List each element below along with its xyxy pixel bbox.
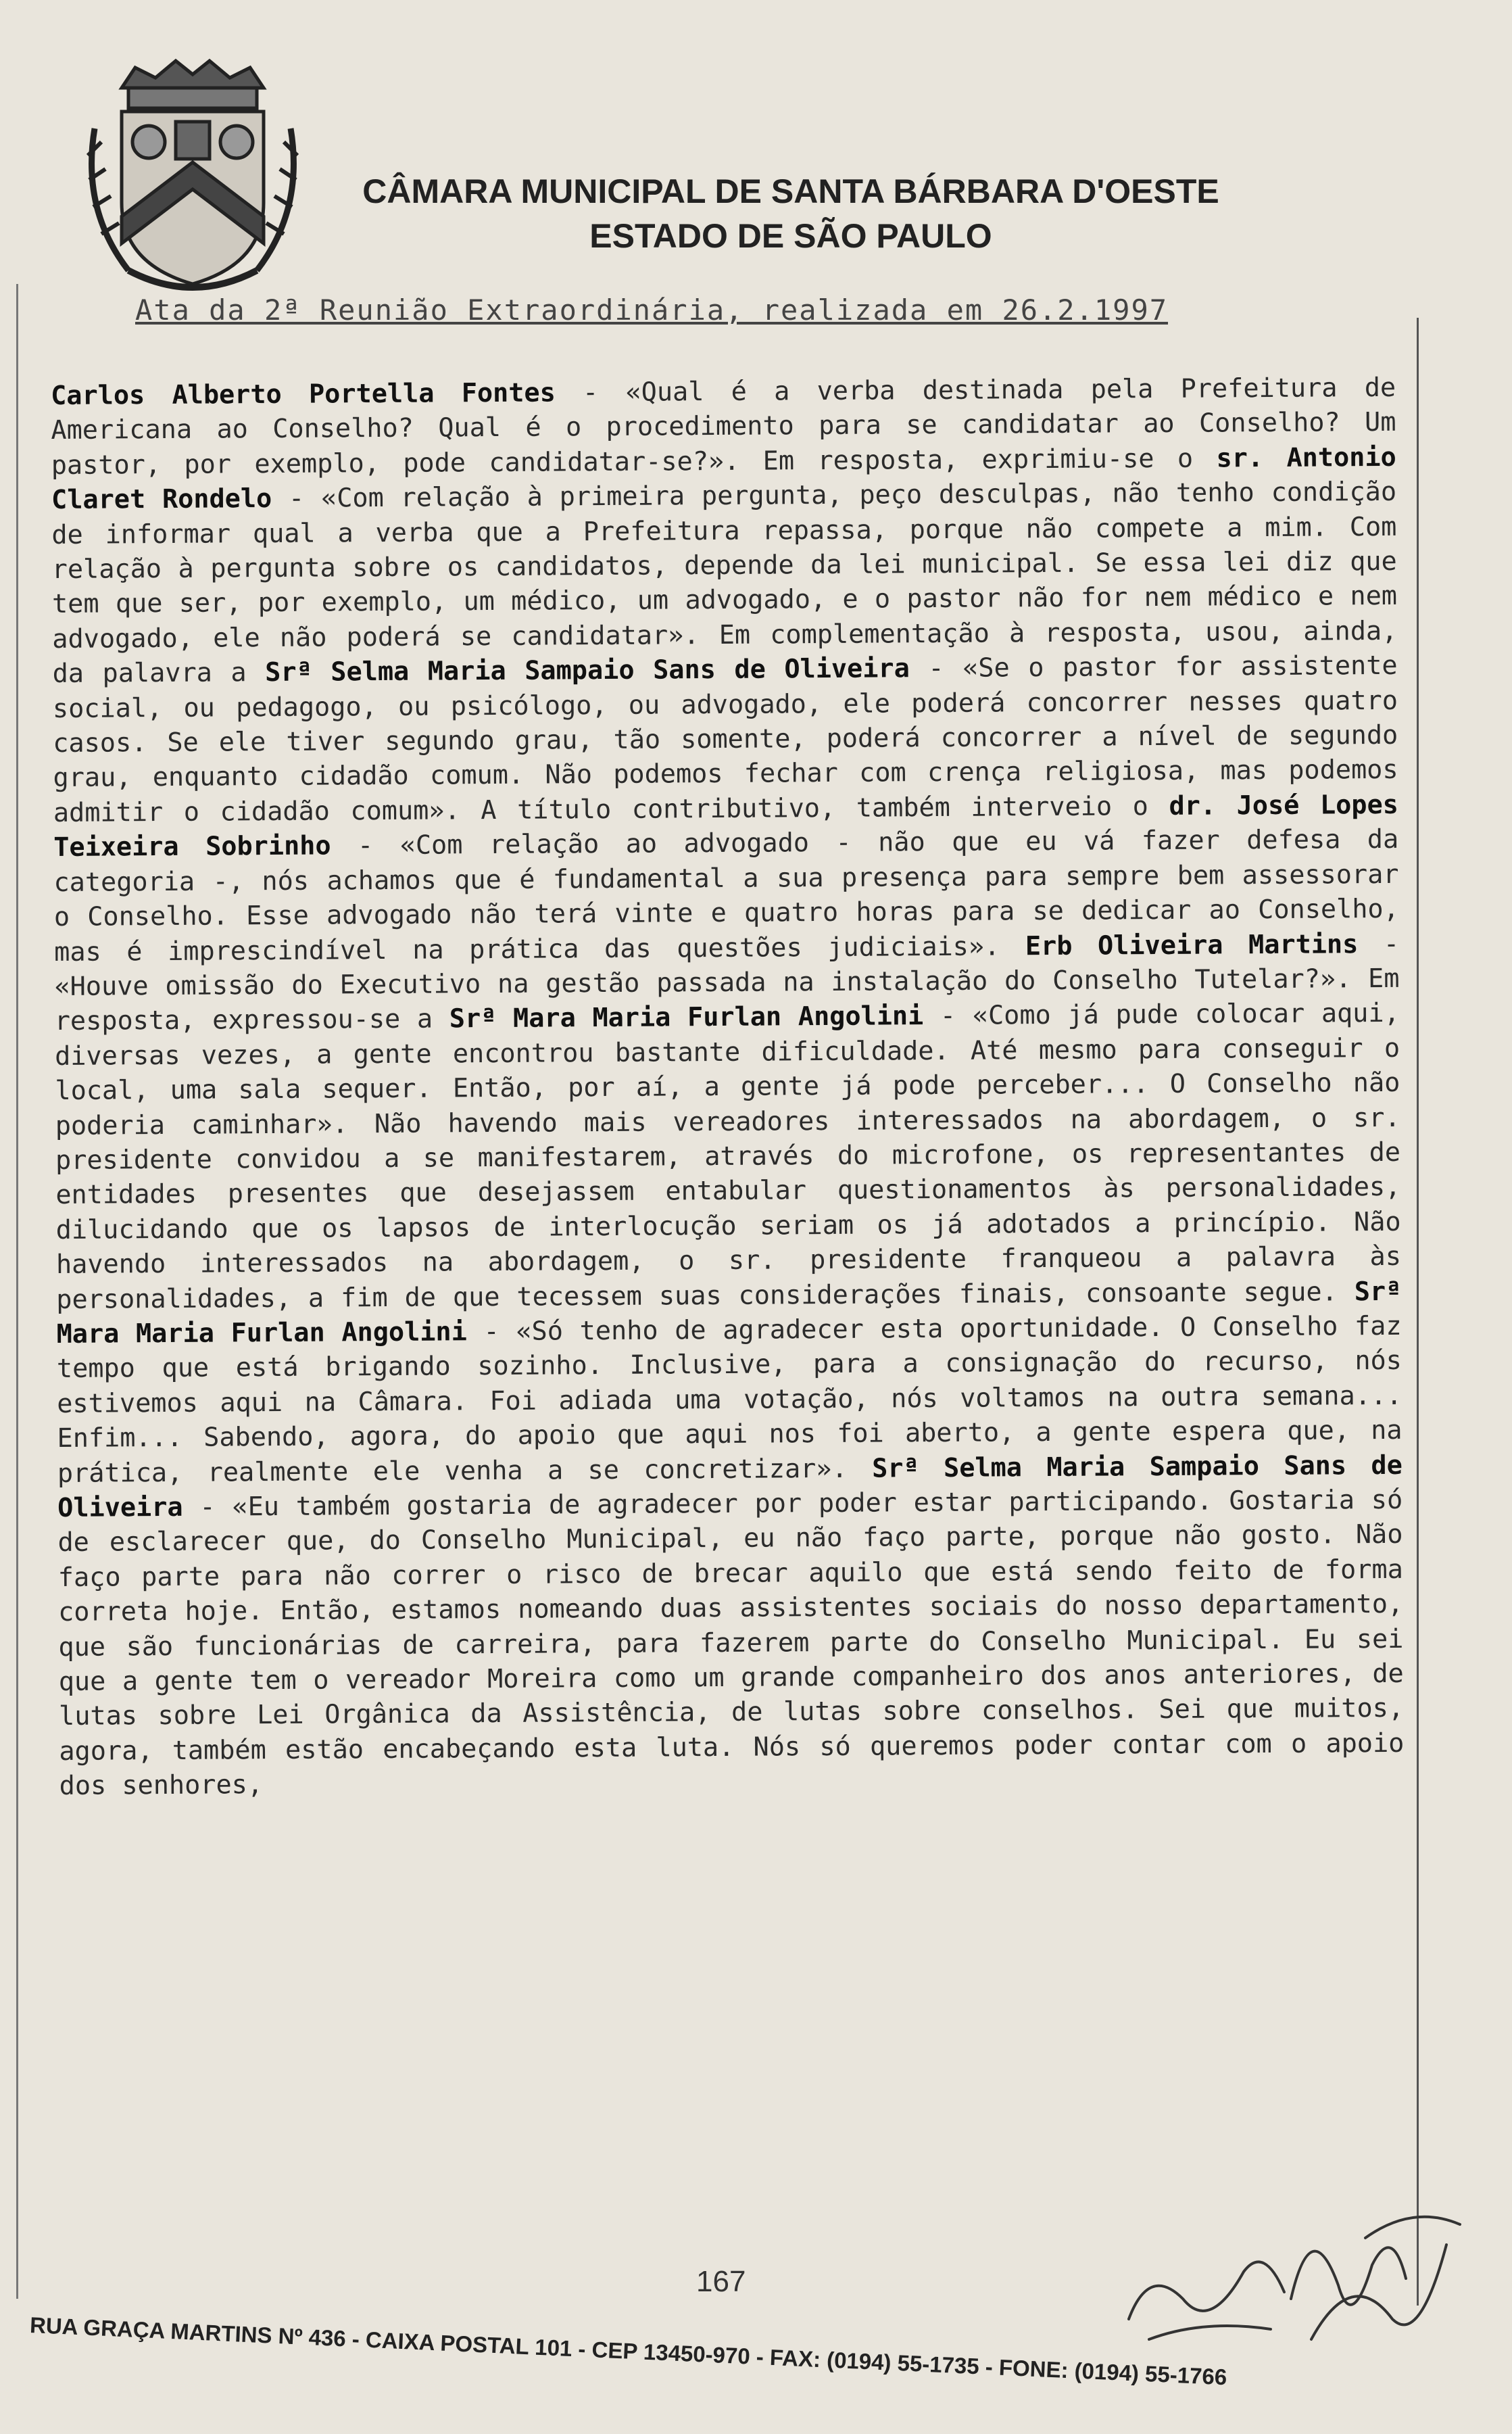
minutes-title: Ata da 2ª Reunião Extraordinária, realizada em 26.2.1997 [135,293,1169,327]
letterhead [297,169,1284,258]
speaker-name: Srª Selma Maria Sampaio Sans de Oliveira [265,653,910,688]
speech-text: - «Houve omissão do Executivo na gestão passada na instalação do Conselho Tutelar?». Em resposta, expressou-se a [54,928,1400,1037]
speaker-name: Erb Oliveira Martins [1025,928,1359,961]
speaker-name: Srª Mara Maria Furlan Angolini [56,1276,1402,1350]
speech-text: - «Qual é a verba destinada pela Prefeitura de Americana ao Conselho? Qual é o procedimento para se candidatar ao Conselho? Um pastor, por exemplo, pode candidatar-se?». Em resposta, exprimiu-se o [51,372,1396,481]
speaker-name: dr. José Lopes Teixeira Sobrinho [53,789,1399,863]
institution-name: CÂMARA MUNICIPAL DE SANTA BÁRBARA D'OESTE [362,172,1219,210]
left-margin-rule [16,284,18,2299]
speech-text: - «Com relação ao advogado - não que eu vá fazer defesa da categoria -, nós achamos que é fundamental a sua presença para sempre bem assessorar o Conselho. Esse advogado não terá vinte e quatro horas para se dedicar ao Conselho, mas é imprescindível na prática das questões judiciais». [53,824,1399,968]
right-margin-rule [1417,318,1419,2306]
minutes-body [51,371,1405,1804]
speech-text: - «Só tenho de agradecer esta oportunidade. O Conselho faz tempo que está brigando sozinho. Inclusive, para a consignação do recurso, nós estivemos aqui na Câmara. Foi adiada uma votação, nós voltamos na outra semana... Enfim... Sabendo, agora, do apoio que aqui nos foi aberto, a gente espera que, na prática, realmente ele venha a se concretizar». [56,1310,1403,1489]
speaker-name: sr. Antonio Claret Rondelo [51,442,1396,516]
speech-text: - «Se o pastor for assistente social, ou pedagogo, ou psicólogo, ou advogado, ele poderá concorrer nesses quatro casos. Se ele tiver segundo grau, tão somente, poderá concorrer a nível de segundo grau, enquanto cidadão comum. Não podemos fechar com crença religiosa, mas podemos admitir o cidadão comum». A título contributivo, também interveio o [52,650,1398,828]
page-number: 167 [696,2265,746,2298]
state-name: ESTADO DE SÃO PAULO [589,217,992,255]
speaker-name: Srª Mara Maria Furlan Angolini [449,1001,924,1034]
speech-text: - «Como já pude colocar aqui, diversas vezes, a gente encontrou bastante dificuldade. Até mesmo para conseguir o local, uma sala sequer. Então, por aí, a gente já pode perceber... O Conselho não poderia caminhar». Não havendo mais vereadores interessados na abordagem, o sr. presidente convidou a se manifestarem, através do microfone, os representantes de entidades presentes que desejassem entabular questionamentos às personalidades, dilucidando que os lapsos de interlocução seriam os já adotados a princípio. Não havendo interessados na abordagem, o sr. presidente franqueou a palavra às personalidades, a fim de que tecessem suas considerações finais, consoante segue. [54,998,1402,1315]
municipal-coat-of-arms [81,47,304,304]
speech-text: - «Eu também gostaria de agradecer por poder estar participando. Gostaria só de esclarecer que, do Conselho Municipal, eu não faço parte, porque não gosto. Não faço parte para não correr o risco de brecar aquilo que está sendo feito de forma correta hoje. Então, estamos nomeando duas assistentes sociais do nosso departamento, que são funcionárias de carreira, para fazerem parte do Conselho Municipal. Eu sei que a gente tem o vereador Moreira como um grande companheiro dos anos anteriores, de lutas sobre Lei Orgânica da Assistência, de lutas sobre conselhos. Sei que muitos, agora, também estão encabeçando esta luta. Nós só queremos poder contar com o apoio dos senhores, [57,1484,1405,1802]
speaker-name: Carlos Alberto Portella Fontes [51,377,556,411]
address-footer: RUA GRAÇA MARTINS Nº 436 - CAIXA POSTAL 101 - CEP 13450-970 - FAX: (0194) 55-1735 - FONE: (0194) 55-1766 [29,2312,1227,2390]
handwritten-signatures [1108,2184,1473,2360]
speech-text: - «Com relação à primeira pergunta, peço desculpas, não tenho condição de informar qual a verba que a Prefeitura repassa, porque não compete a mim. Com relação à pergunta sobre os candidatos, depende da lei municipal. Se essa lei diz que tem que ser, por exemplo, um médico, um advogado, e o pastor não for nem médico e nem advogado, ele não poderá se candidatar». Em complementação à resposta, usou, ainda, da palavra a [51,477,1398,690]
speaker-name: Srª Selma Maria Sampaio Sans de Oliveira [57,1450,1403,1523]
